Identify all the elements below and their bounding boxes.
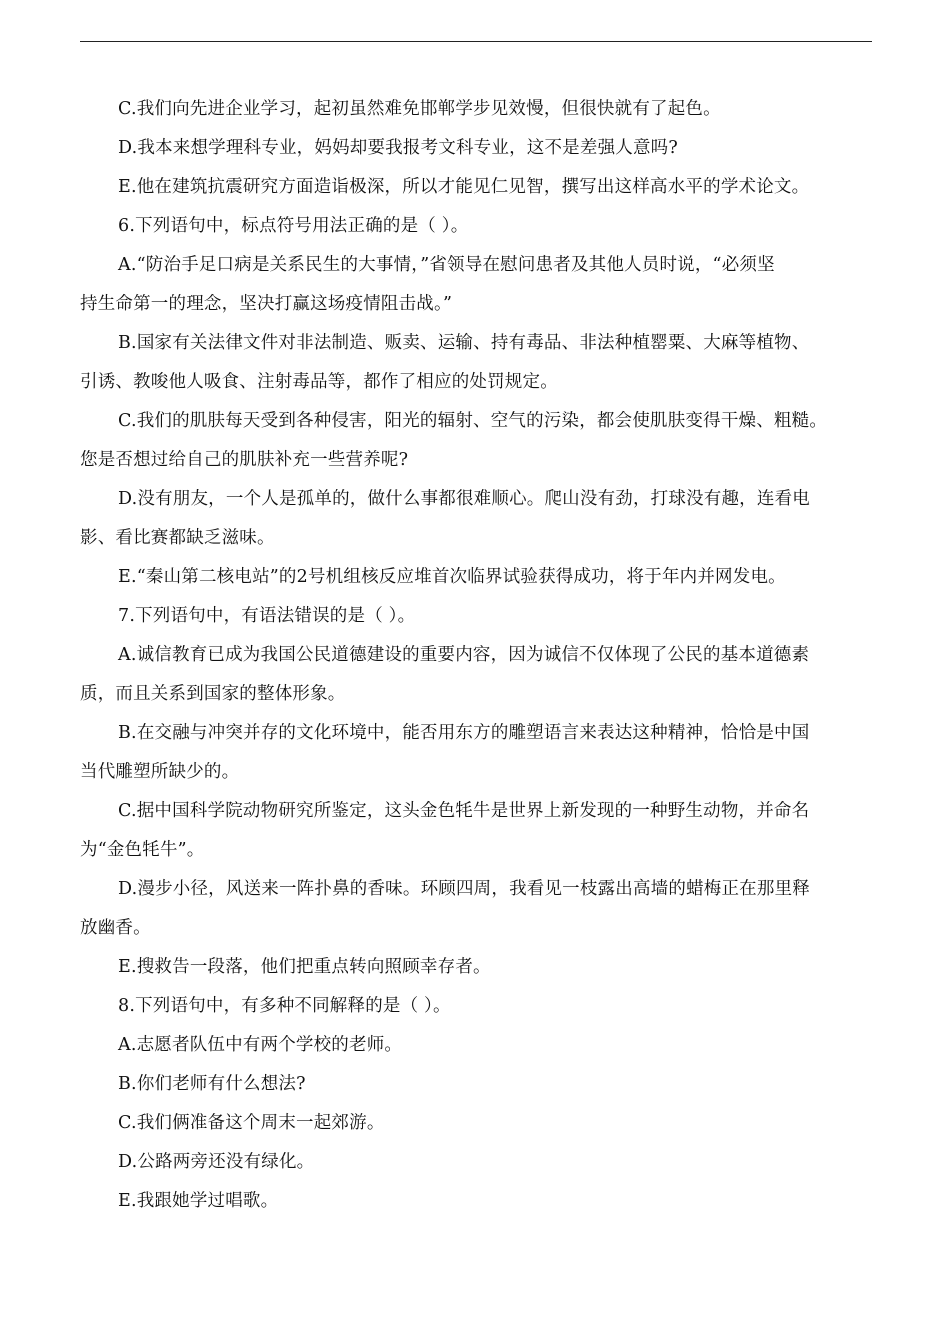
text-line: 6.下列语句中，标点符号用法正确的是（ ）。 (118, 216, 469, 236)
text-line: A.“防治手足口病是关系民生的大事情，”省领导在慰问患者及其他人员时说，“必须坚 (118, 255, 775, 275)
text-line: E.他在建筑抗震研究方面造诣极深，所以才能见仁见智，撰写出这样高水平的学术论文。 (118, 177, 810, 197)
document-body (80, 90, 880, 1221)
text-line: 为“金色牦牛”。 (80, 840, 205, 860)
header-rule (80, 41, 872, 42)
text-line: E.“秦山第二核电站”的2号机组核反应堆首次临界试验获得成功，将于年内并网发电。 (118, 567, 786, 587)
text-line: D.没有朋友，一个人是孤单的，做什么事都很难顺心。爬山没有劲，打球没有趣，连看电 (118, 489, 810, 509)
text-line: C.据中国科学院动物研究所鉴定，这头金色牦牛是世界上新发现的一种野生动物，并命名 (118, 801, 810, 821)
text-line: 放幽香。 (80, 918, 151, 938)
text-line: B.在交融与冲突并存的文化环境中，能否用东方的雕塑语言来表达这种精神，恰恰是中国 (118, 723, 810, 743)
text-line: B.你们老师有什么想法? (118, 1074, 306, 1094)
text-line: 您是否想过给自己的肌肤补充一些营养呢? (80, 450, 409, 470)
text-line: 8.下列语句中，有多种不同解释的是（ ）。 (118, 996, 451, 1016)
text-line: 影、看比赛都缺乏滋味。 (80, 528, 275, 548)
text-line: E.搜救告一段落，他们把重点转向照顾幸存者。 (118, 957, 491, 977)
text-line: C.我们向先进企业学习，起初虽然难免邯郸学步见效慢，但很快就有了起色。 (118, 99, 721, 119)
text-line: D.公路两旁还没有绿化。 (118, 1152, 315, 1172)
text-line: 质，而且关系到国家的整体形象。 (80, 684, 346, 704)
text-line: D.漫步小径，风送来一阵扑鼻的香味。环顾四周，我看见一枝露出高墙的蜡梅正在那里释 (118, 879, 810, 899)
text-line: C.我们俩准备这个周末一起郊游。 (118, 1113, 385, 1133)
text-line: 引诱、教唆他人吸食、注射毒品等，都作了相应的处罚规定。 (80, 372, 558, 392)
text-line: A.志愿者队伍中有两个学校的老师。 (118, 1035, 403, 1055)
text-line: D.我本来想学理科专业，妈妈却要我报考文科专业，这不是差强人意吗? (118, 138, 678, 158)
text-line: 7.下列语句中，有语法错误的是（ ）。 (118, 606, 416, 626)
text-line: 当代雕塑所缺少的。 (80, 762, 240, 782)
text-line: 持生命第一的理念，坚决打赢这场疫情阻击战。” (80, 294, 453, 314)
text-line: A.诚信教育已成为我国公民道德建设的重要内容，因为诚信不仅体现了公民的基本道德素 (118, 645, 810, 665)
text-line: C.我们的肌肤每天受到各种侵害，阳光的辐射、空气的污染，都会使肌肤变得干燥、粗糙。 (118, 411, 828, 431)
text-line: E.我跟她学过唱歌。 (118, 1191, 279, 1211)
text-line: B.国家有关法律文件对非法制造、贩卖、运输、持有毒品、非法种植罂粟、大麻等植物、 (118, 333, 810, 353)
